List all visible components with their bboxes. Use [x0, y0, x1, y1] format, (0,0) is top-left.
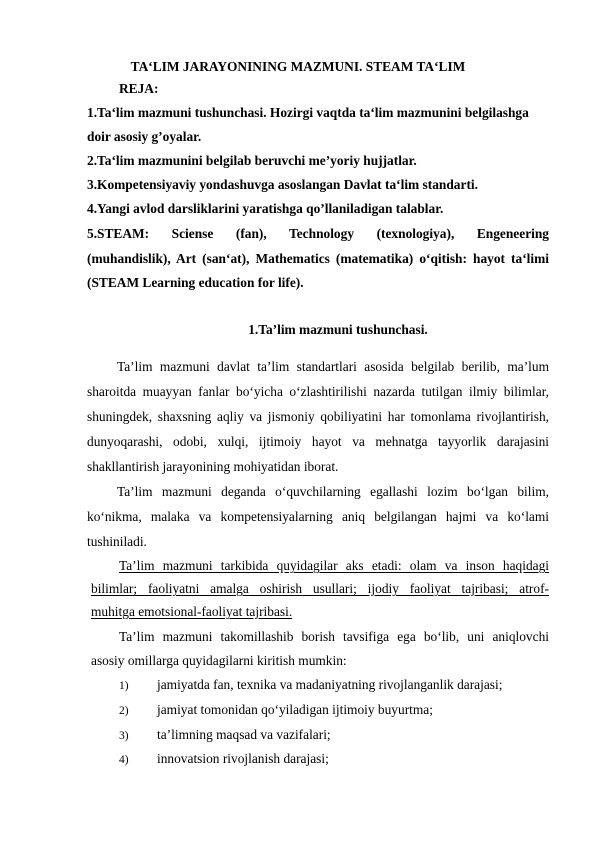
list-item: jamiyat tomonidan qo‘yiladigan ijtimoiy buyurtma;: [157, 702, 433, 717]
plan-label: REJA:: [119, 81, 159, 96]
paragraph-3-line-2: bilimlar; faoliyatni amalga oshirish usullari; ijodiy faoliyat tajribasi; atrof-: [91, 581, 549, 596]
paragraph-2-line-3: tushiniladi.: [87, 534, 147, 549]
list-item: jamiyatda fan, texnika va madaniyatning rivojlanganlik darajasi;: [157, 677, 503, 692]
list-item-number: 3): [119, 730, 129, 742]
section-heading: 1.Ta’lim mazmuni tushunchasi.: [248, 322, 428, 337]
paragraph-4-line-2: asosiy omillarga quyidagilarni kiritish mumkin:: [91, 653, 347, 668]
paragraph-1-line-2: sharoitda muayyan fanlar bo‘yicha o‘zlashtirilishi nazarda tutilgan ilmiy bilimlar,: [87, 384, 549, 399]
plan-item-5-line-1: 5.STEAM: Sciense (fan), Technology (texnologiya), Engeneering: [87, 226, 549, 241]
paragraph-2-line-1: Ta’lim mazmuni deganda o‘quvchilarning egallashi lozim bo‘lgan bilim,: [117, 484, 549, 499]
paragraph-3-line-3: muhitga emotsional-faoliyat tajribasi.: [91, 604, 293, 619]
plan-item-1-line-1-text: 1.Ta‘lim mazmuni tushunchasi. Hozirgi vaqtda ta‘lim mazmunini belgilashga: [87, 105, 529, 120]
paragraph-1-line-3: shuningdek, shaxsning aqliy va jismoniy qobiliyatini har tomonlama rivojlantirish,: [87, 409, 549, 424]
list-item: ta’limning maqsad va vazifalari;: [157, 727, 331, 742]
paragraph-3-line-1: Ta’lim mazmuni tarkibida quyidagilar aks etadi: olam va inson haqidagi: [119, 558, 549, 573]
paragraph-4-line-1: Ta’lim mazmuni takomillashib borish tavsifiga ega bo‘lib, uni aniqlovchi: [119, 629, 549, 644]
paragraph-2-line-2: ko‘nikma, malaka va kompetensiyalarning aniq belgilangan hajmi va ko‘lami: [87, 509, 549, 524]
plan-item-1-line-2: doir asosiy g’oyalar.: [87, 129, 202, 144]
list-item: innovatsion rivojlanish darajasi;: [157, 751, 329, 766]
list-item-number: 4): [119, 754, 129, 766]
paragraph-1-line-1: Ta’lim mazmuni davlat ta’lim standartlari asosida belgilab berilib, ma’lum: [117, 359, 549, 374]
plan-item-5-line-3: (STEAM Learning education for life).: [87, 275, 304, 290]
list-item-number: 1): [119, 680, 129, 692]
paragraph-1-line-5: shakllantirish jarayonining mohiyatidan iborat.: [87, 459, 339, 474]
list-item-number: 2): [119, 705, 129, 717]
document-title: TA‘LIM JARAYONINING MAZMUNI. STEAM TA‘LIM: [130, 59, 466, 74]
plan-item-2: 2.Ta‘lim mazmunini belgilab beruvchi me’yoriy hujjatlar.: [87, 153, 417, 168]
plan-item-5-line-2: (muhandislik), Art (san‘at), Mathematics (matematika) o‘qitish: hayot ta‘limi: [87, 251, 549, 266]
plan-item-1-line-1: [87, 104, 549, 122]
plan-item-3: 3.Kompetensiyaviy yondashuvga asoslangan Davlat ta‘lim standarti.: [87, 177, 478, 192]
plan-item-4: 4.Yangi avlod darsliklarini yaratishga qo’llaniladigan talablar.: [87, 201, 444, 216]
paragraph-1-line-4: dunyoqarashi, odobi, xulqi, ijtimoiy hayot va mehnatga tayyorlik darajasini: [87, 434, 549, 449]
